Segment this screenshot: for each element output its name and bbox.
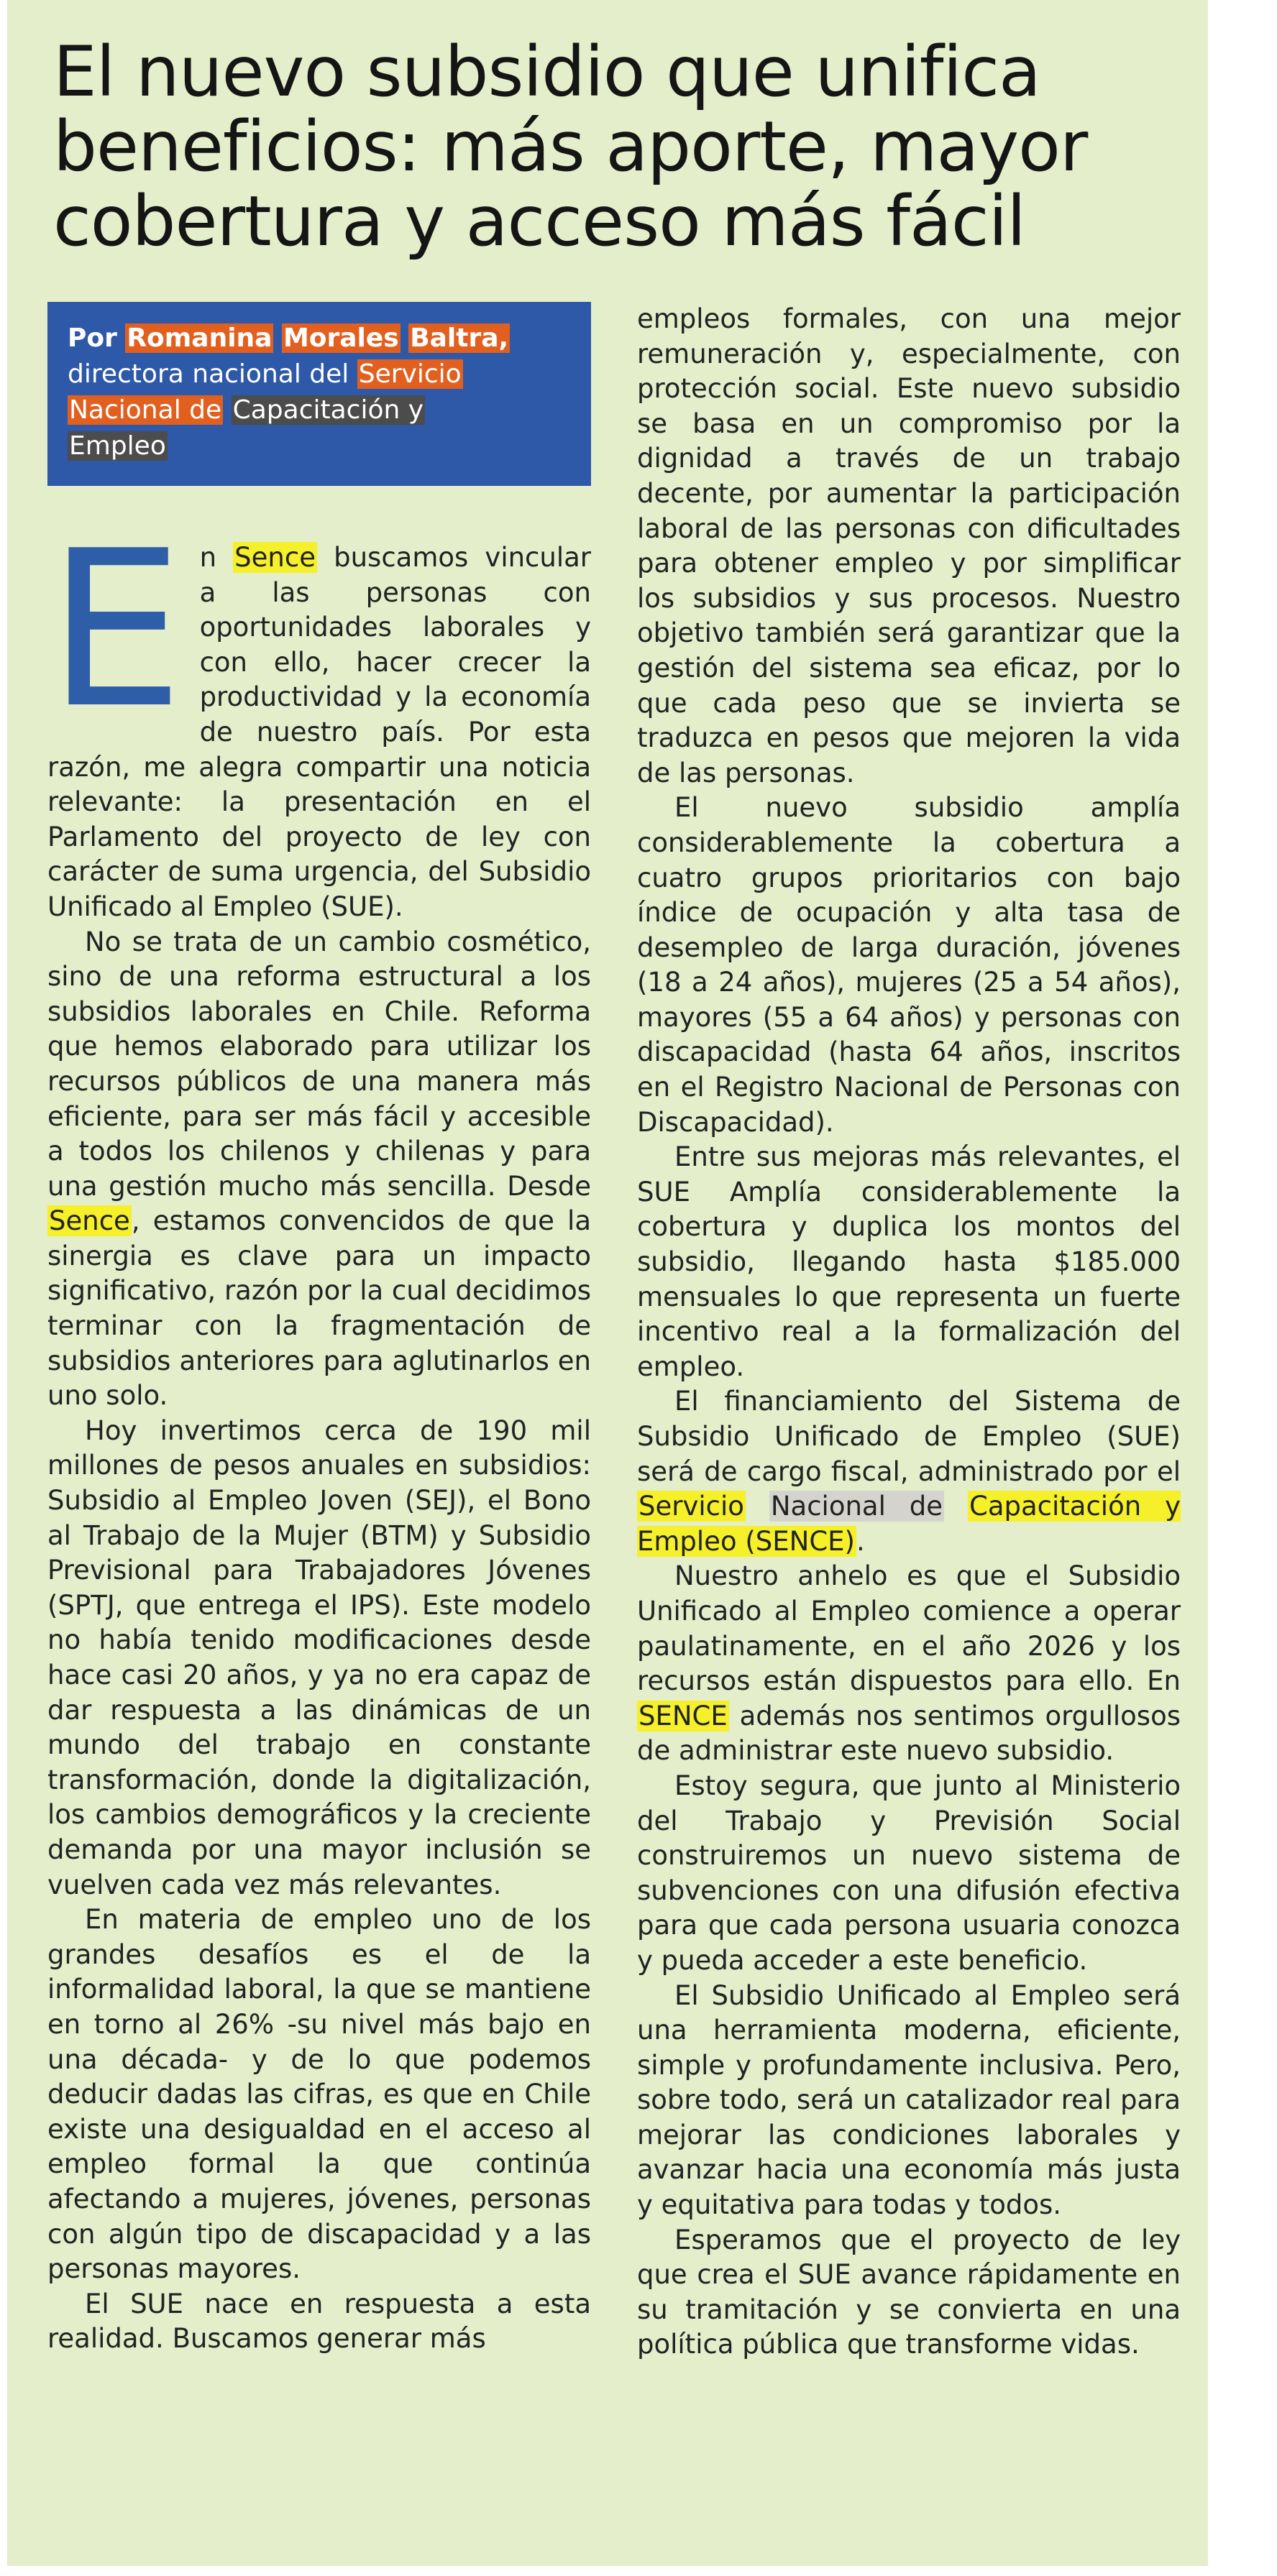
dropcap: E [47,505,184,755]
author-last-name: Baltra, [410,323,509,353]
keyword-sence-3: SENCE [638,1700,728,1731]
author-role-2: Servicio [358,359,462,389]
paragraph-5-continued: empleos formales, con una mejor remuneración y, especialmente, con protección social. Este nuevo subsidio se basa en un compromiso por la dignidad a través de un trabajo decente, por aumentar la participación laboral de las personas con dificultades para obtener empleo y por simplificar los subsidios y sus procesos. Nuestro objetivo también será garantizar que la gestión del sistema sea eficaz, por lo que cada peso que se invierta se traduzca en pesos que mejoren la vida de las personas. [637,303,1181,788]
paragraph-2 [47,925,591,1414]
p8-text-b: . [856,1525,865,1557]
paragraph-8 [637,1384,1181,1559]
paragraph-6: El nuevo subsidio amplía considerablemente la cobertura a cuatro grupos prioritarios con bajo índice de ocupación y alta tasa de desempleo de larga duración, jóvenes (18 a 24 años), mujeres (25 a 54 años), mayores (55 a 64 años) y personas con discapacidad (hasta 64 años, inscritos en el Registro Nacional de Personas con Discapacidad). [637,792,1181,1138]
keyword-sence-2: Sence [49,1205,130,1237]
author-role-3: Nacional de [69,395,222,425]
paragraph-5-start: El SUE nace en respuesta a esta realidad. Buscamos generar más [47,2288,591,2355]
paragraph-4: En materia de empleo uno de los grandes desafíos es el de la informalidad laboral, la que se mantiene en torno al 26% -su nivel más bajo en una década- y de lo que podemos deducir dadas las cifras, es que en Chile existe una desigualdad en el acceso al empleo formal la que continúa afectando a mujeres, jóvenes, personas con algún tipo de discapacidad y a las personas mayores. [47,1904,591,2285]
paragraph-9 [637,1559,1181,1769]
paragraph-3: Hoy invertimos cerca de 190 mil millones de pesos anuales en subsidios: Subsidio al Empleo Joven (SEJ), el Bono al Trabajo de la Mujer (BTM) y Subsidio Previsional para Trabajadores Jóvenes (SPTJ, que entrega el IPS). Este modelo no había tenido modificaciones desde hace casi 20 años, y ya no era capaz de dar respuesta a las dinámicas de un mundo del trabajo en constante transformación, donde la digitalización, los cambios demográficos y la creciente demanda por una mayor inclusión se vuelven cada vez más relevantes. [47,1414,591,1900]
byline-box [47,302,591,486]
p1-text-a: n [199,542,217,573]
p9-text-a: Nuestro anhelo es que el Subsidio Unificado al Empleo comience a operar paulatinamente, en el año 2026 y los recursos están dispuestos para ello. En [637,1560,1181,1697]
right-column [637,302,1181,2363]
keyword-sence-1: Sence [234,542,316,573]
p2-text-a: No se trata de un cambio cosmético, sino de una reforma estructural a los subsidios laborales en Chile. Reforma que hemos elaborado para utilizar los recursos públicos de una manera más eficiente, para ser más fácil y accesible a todos los chilenos y chilenas y para una gestión mucho más sencilla. Desde [47,926,591,1202]
p2-text-b: , estamos convencidos de que la sinergia es clave para un impacto significativo, razón por la cual decidimos terminar con la fragmentación de subsidios anteriores para aglutinarlos en uno solo. [47,1205,592,1412]
p9-text-b: además nos sentimos orgullosos de administrar este nuevo subsidio. [637,1700,1181,1767]
p1-text-b: buscamos vincular a las personas con oportunidades laborales y con ello, hacer crecer la productividad y la economía de nuestro país. Por esta razón, me alegra compartir una noticia relevante: la presentación en el Parlamento del proyecto de ley con carácter de suma urgencia, del Subsidio Unificado al Empleo (SUE). [47,542,592,922]
paragraph-12: Esperamos que el proyecto de ley que crea el SUE avance rápidamente en su tramitación y se convierta en una política pública que transforme vidas. [637,2224,1181,2360]
paragraph-11: El Subsidio Unificado al Empleo será una herramienta moderna, eficiente, simple y profundamente inclusiva. Pero, sobre todo, será un catalizador real para mejorar las condiciones laborales y avanzar hacia una economía más justa y equitativa para todas y todos. [637,1979,1181,2221]
paragraph-7: Entre sus mejoras más relevantes, el SUE Amplía considerablemente la cobertura y duplica los montos del subsidio, llegando hasta $185.000 mensuales lo que representa un fuerte incentivo real a la formalización del empleo. [637,1141,1181,1382]
keyword-capacitacion-empleo: Capacitación y Empleo (SENCE) [637,1491,1181,1557]
author-role-4: Capacitación y [232,395,424,425]
author-role-5: Empleo [69,431,166,461]
author-first-name: Romanina [127,323,273,353]
author-role-1: directora nacional del [68,359,349,389]
p8-text-a: El financiamiento del Sistema de Subsidio Unificado de Empleo (SUE) será de cargo fiscal, administrado por el [637,1386,1181,1487]
paragraph-10: Estoy segura, que junto al Ministerio del Trabajo y Previsión Social construiremos un nuevo sistema de subvenciones con una difusión efectiva para que cada persona usuaria conozca y pueda acceder a este beneficio. [637,1770,1181,1976]
keyword-servicio: Servicio [638,1491,744,1522]
keyword-nacional-de: Nacional de [770,1491,943,1522]
newspaper-page [7,0,1208,2566]
left-column [47,505,592,2357]
headline: El nuevo subsidio que unifica beneficios: más aporte, mayor cobertura y acceso más fácil [53,32,1088,262]
author-middle-name: Morales [283,323,399,353]
byline-prefix: Por [68,323,117,353]
